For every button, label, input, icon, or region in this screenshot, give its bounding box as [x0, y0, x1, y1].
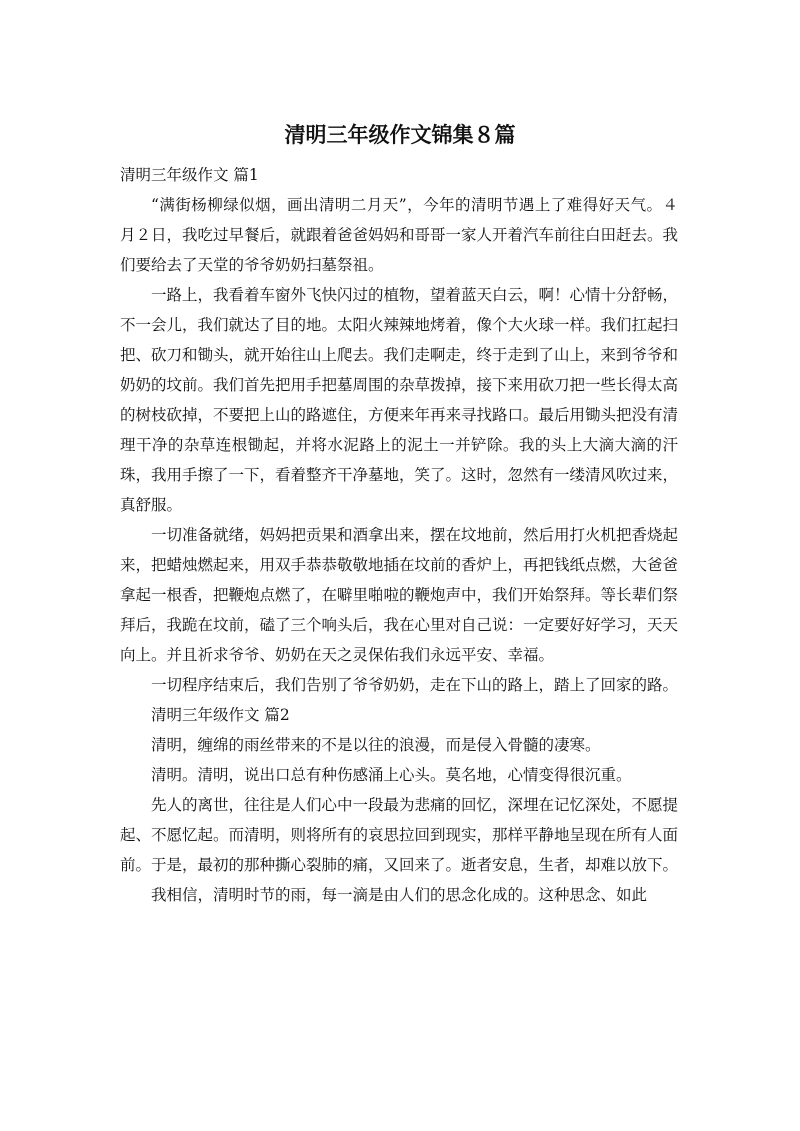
paragraph: 清明。清明，说出口总有种伤感涌上心头。莫名地，心情变得很沉重。 — [151, 766, 632, 784]
paragraph: 先人的离世，往往是人们心中一段最为悲痛的回忆，深埋在记忆深处，不愿提起、不愿忆起。而清明，则将所有的哀思拉回到现实，那样平静地呈现在所有人面前。于是，最初的那种撕心裂肺的痛，又回来了。逝者安息，生者，却难以放下。 — [120, 796, 679, 874]
document-body — [120, 160, 678, 910]
section-1 — [120, 160, 678, 700]
paragraph: 一路上，我看着车窗外飞快闪过的植物，望着蓝天白云，啊！心情十分舒畅，不一会儿，我们就达了目的地。太阳火辣辣地烤着，像个大火球一样。我们扛起扫把、砍刀和锄头，就开始往山上爬去。我们走啊走，终于走到了山上，来到爷爷和奶奶的坟前。我们首先把用手把墓周围的杂草拨掉，接下来用砍刀把一些长得太高的树枝砍掉，不要把上山的路遮住，方便来年再来寻找路口。最后用锄头把没有清理干净的杂草连根锄起，并将水泥路上的泥土一并铲除。我的头上大滴大滴的汗珠，我用手擦了一下，看着整齐干净墓地，笑了。这时，忽然有一缕清风吹过来，真舒服。 — [120, 286, 679, 514]
paragraph: 一切准备就绪，妈妈把贡果和酒拿出来，摆在坟地前，然后用打火机把香烧起来，把蜡烛燃起来，用双手恭恭敬敬地插在坟前的香炉上，再把钱纸点燃，大爸爸拿起一根香，把鞭炮点燃了，在噼里啪啦的鞭炮声中，我们开始祭拜。等长辈们祭拜后，我跪在坟前，磕了三个响头后，我在心里对自己说：一定要好好学习，天天向上。并且祈求爷爷、奶奶在天之灵保佑我们永远平安、幸福。 — [120, 526, 679, 664]
paragraph: “满街杨柳绿似烟，画出清明二月天”，今年的清明节遇上了难得好天气。４月２日，我吃过早餐后，就跟着爸爸妈妈和哥哥一家人开着汽车前往白田赶去。我们要给去了天堂的爷爷奶奶扫墓祭祖。 — [120, 196, 679, 274]
section-2 — [120, 700, 678, 910]
paragraph: 一切程序结束后，我们告别了爷爷奶奶，走在下山的路上，踏上了回家的路。 — [151, 676, 679, 694]
document-title: 清明三年级作文锦集８篇 — [284, 123, 516, 147]
paragraph: 清明，缠绵的雨丝带来的不是以往的浪漫，而是侵入骨髓的凄寒。 — [151, 736, 601, 754]
section-heading: 清明三年级作文 篇1 — [120, 166, 259, 184]
paragraph: 我相信，清明时节的雨，每一滴是由人们的思念化成的。这种思念、如此 — [151, 886, 648, 904]
section-heading: 清明三年级作文 篇2 — [151, 706, 290, 724]
